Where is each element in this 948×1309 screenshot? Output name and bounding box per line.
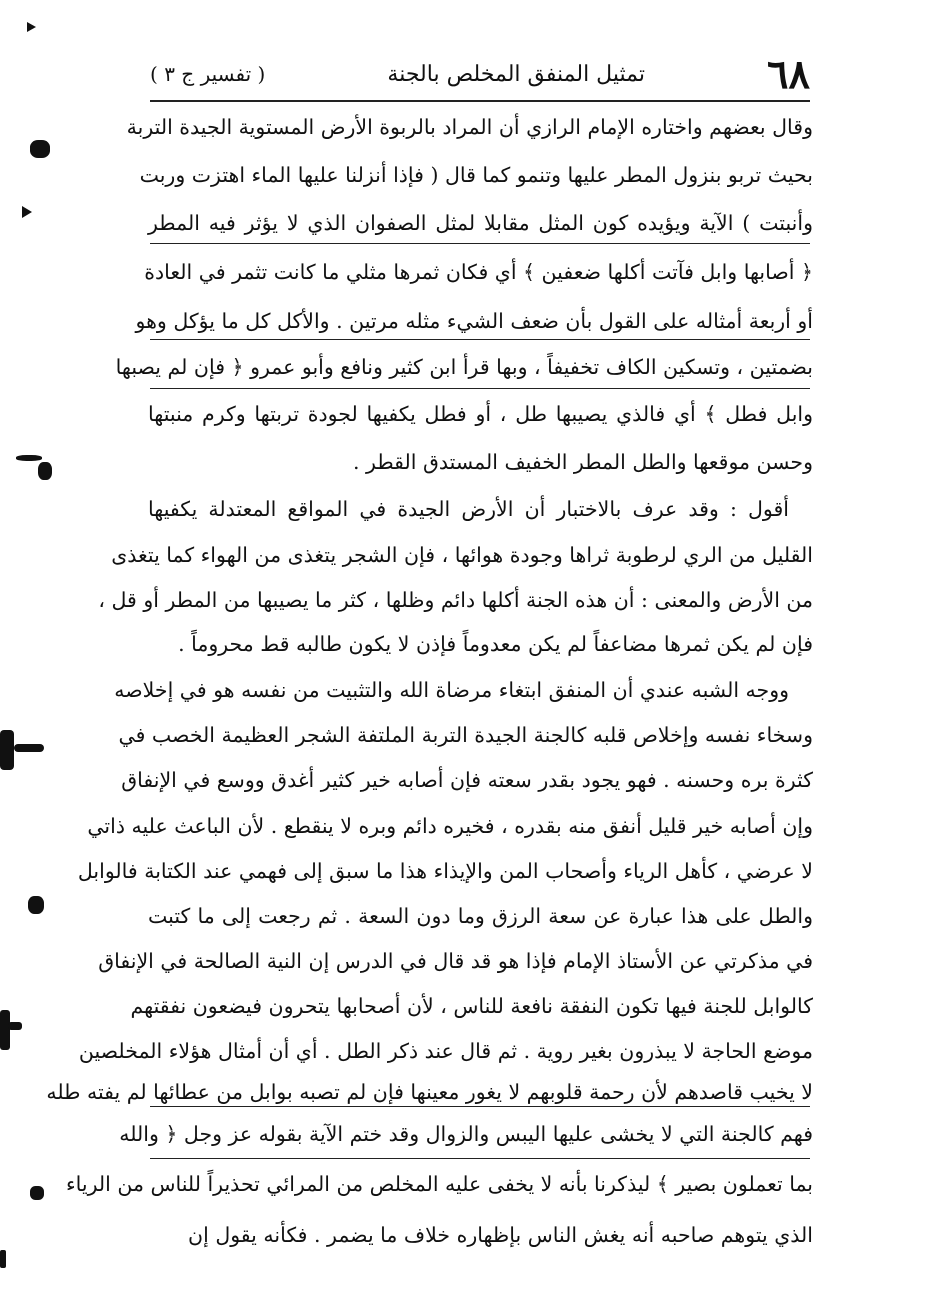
page-number: ٦٨ — [767, 50, 810, 98]
text-line: كالوابل للجنة فيها تكون النفقة نافعة للناس ، لأن أصحابها يتحرون فيضعون نفقتهم — [130, 994, 813, 1018]
text-line: بضمتين ، وتسكين الكاف تخفيفاً ، وبها قرأ ابن كثير ونافع وأبو عمرو ﴿ فإن لم يصبها — [115, 355, 813, 379]
text-line: ووجه الشبه عندي أن المنفق ابتغاء مرضاة الله والتثبيت من نفسه هو في إخلاصه — [114, 678, 789, 702]
text-line: ﴿ أصابها وابل فآتت أكلها ضعفين ﴾ أي فكان ثمرها مثلي ما كانت تثمر في العادة — [144, 260, 813, 284]
running-title: تمثيل المنفق المخلص بالجنة — [387, 61, 645, 87]
scan-mark — [8, 1022, 22, 1030]
text-line: وقال بعضهم واختاره الإمام الرازي أن المراد بالربوة الأرض المستوية الجيدة التربة — [126, 115, 813, 139]
text-line: لا عرضي ، كأهل الرياء وأصحاب المن والإيذاء هذا ما سبق إلى فهمي عند الكتابة فالوابل — [77, 859, 813, 883]
text-line: أقول : وقد عرف بالاختبار أن الأرض الجيدة في المواقع المعتدلة يكفيها — [148, 497, 789, 521]
text-line: كثرة بره وحسنه . فهو يجود بقدر سعته فإن أصابه خير كثير أغدق ووسع في الإنفاق — [121, 768, 813, 792]
page-header — [150, 50, 810, 98]
text-line: وأنبتت ) الآية ويؤيده كون المثل مقابلا لمثل الصفوان الذي لا يؤثر فيه المطر — [148, 211, 813, 235]
volume-label: ( تفسير ج ٣ ) — [150, 62, 266, 86]
text-line: وابل فطل ﴾ أي فالذي يصيبها طل ، أو فطل يكفيها لجودة تربتها وكرم منبتها — [148, 402, 813, 426]
text-line: من الأرض والمعنى : أن هذه الجنة أكلها دائم وظلها ، كثر ما يصيبها من المطر أو قل ، — [98, 588, 813, 612]
text-line: فهم كالجنة التي لا يخشى عليها اليبس والزوال وقد ختم الآية بقوله عز وجل ﴿ والله — [119, 1122, 813, 1146]
text-line: بحيث تربو بنزول المطر عليها وتنمو كما قال ( فإذا أنزلنا عليها الماء اهتزت وربت — [139, 163, 813, 187]
underline-rule — [150, 388, 810, 389]
text-line: موضع الحاجة لا يبذرون بغير روية . ثم قال عند ذكر الطل . أي أن أمثال هؤلاء المخلصين — [78, 1039, 813, 1063]
text-line: أو أربعة أمثاله على القول بأن ضعف الشيء مثله مرتين . والأكل كل ما يؤكل وهو — [135, 309, 813, 333]
underline-rule — [150, 243, 810, 244]
text-line: القليل من الري لرطوبة ثراها وجودة هوائها ، فإن الشجر يتغذى من الهواء كما يتغذى — [111, 543, 813, 567]
scan-mark — [16, 455, 42, 461]
text-line: وحسن موقعها والطل المطر الخفيف المستدق القطر . — [353, 450, 813, 474]
scan-mark — [38, 462, 52, 480]
scan-mark — [22, 206, 32, 218]
scan-mark — [0, 1010, 10, 1050]
scan-mark — [28, 896, 44, 914]
underline-rule — [150, 339, 810, 340]
text-line: والطل على هذا عبارة عن سعة الرزق وما دون السعة . ثم رجعت إلى ما كتبت — [148, 904, 813, 928]
scan-mark — [30, 140, 50, 158]
text-line: لا يخيب قاصدهم لأن رحمة قلوبهم لا يغور معينها فإن لم تصبه بوابل من عطائها لم يفته طله — [46, 1080, 813, 1104]
text-line: في مذكرتي عن الأستاذ الإمام فإذا هو قد قال في الدرس إن النية الصالحة في الإنفاق — [98, 949, 813, 973]
underline-rule — [150, 1106, 810, 1107]
text-line: وإن أصابه خير قليل أنفق منه بقدره ، فخيره دائم وبره لا ينقطع . لأن الباعث عليه ذاتي — [87, 814, 813, 838]
header-rule — [150, 100, 810, 102]
scan-mark — [0, 1250, 6, 1268]
underline-rule — [150, 1158, 810, 1159]
scan-mark — [14, 744, 44, 752]
text-line: فإن لم يكن ثمرها مضاعفاً لم يكن معدوماً فإذن لا يكون طالبه قط محروماً . — [178, 632, 813, 656]
text-line: وسخاء نفسه وإخلاص قلبه كالجنة الجيدة التربة الملتفة الشجر العظيمة الخصب في — [118, 723, 813, 747]
scan-mark — [27, 22, 36, 32]
scan-mark — [0, 730, 14, 770]
text-line: الذي يتوهم صاحبه أنه يغش الناس بإظهاره خلاف ما يضمر . فكأنه يقول إن — [188, 1223, 813, 1247]
scan-mark — [30, 1186, 44, 1200]
text-line: بما تعملون بصير ﴾ ليذكرنا بأنه لا يخفى عليه المخلص من المرائي تحذيراً للناس من الرياء — [66, 1172, 813, 1196]
